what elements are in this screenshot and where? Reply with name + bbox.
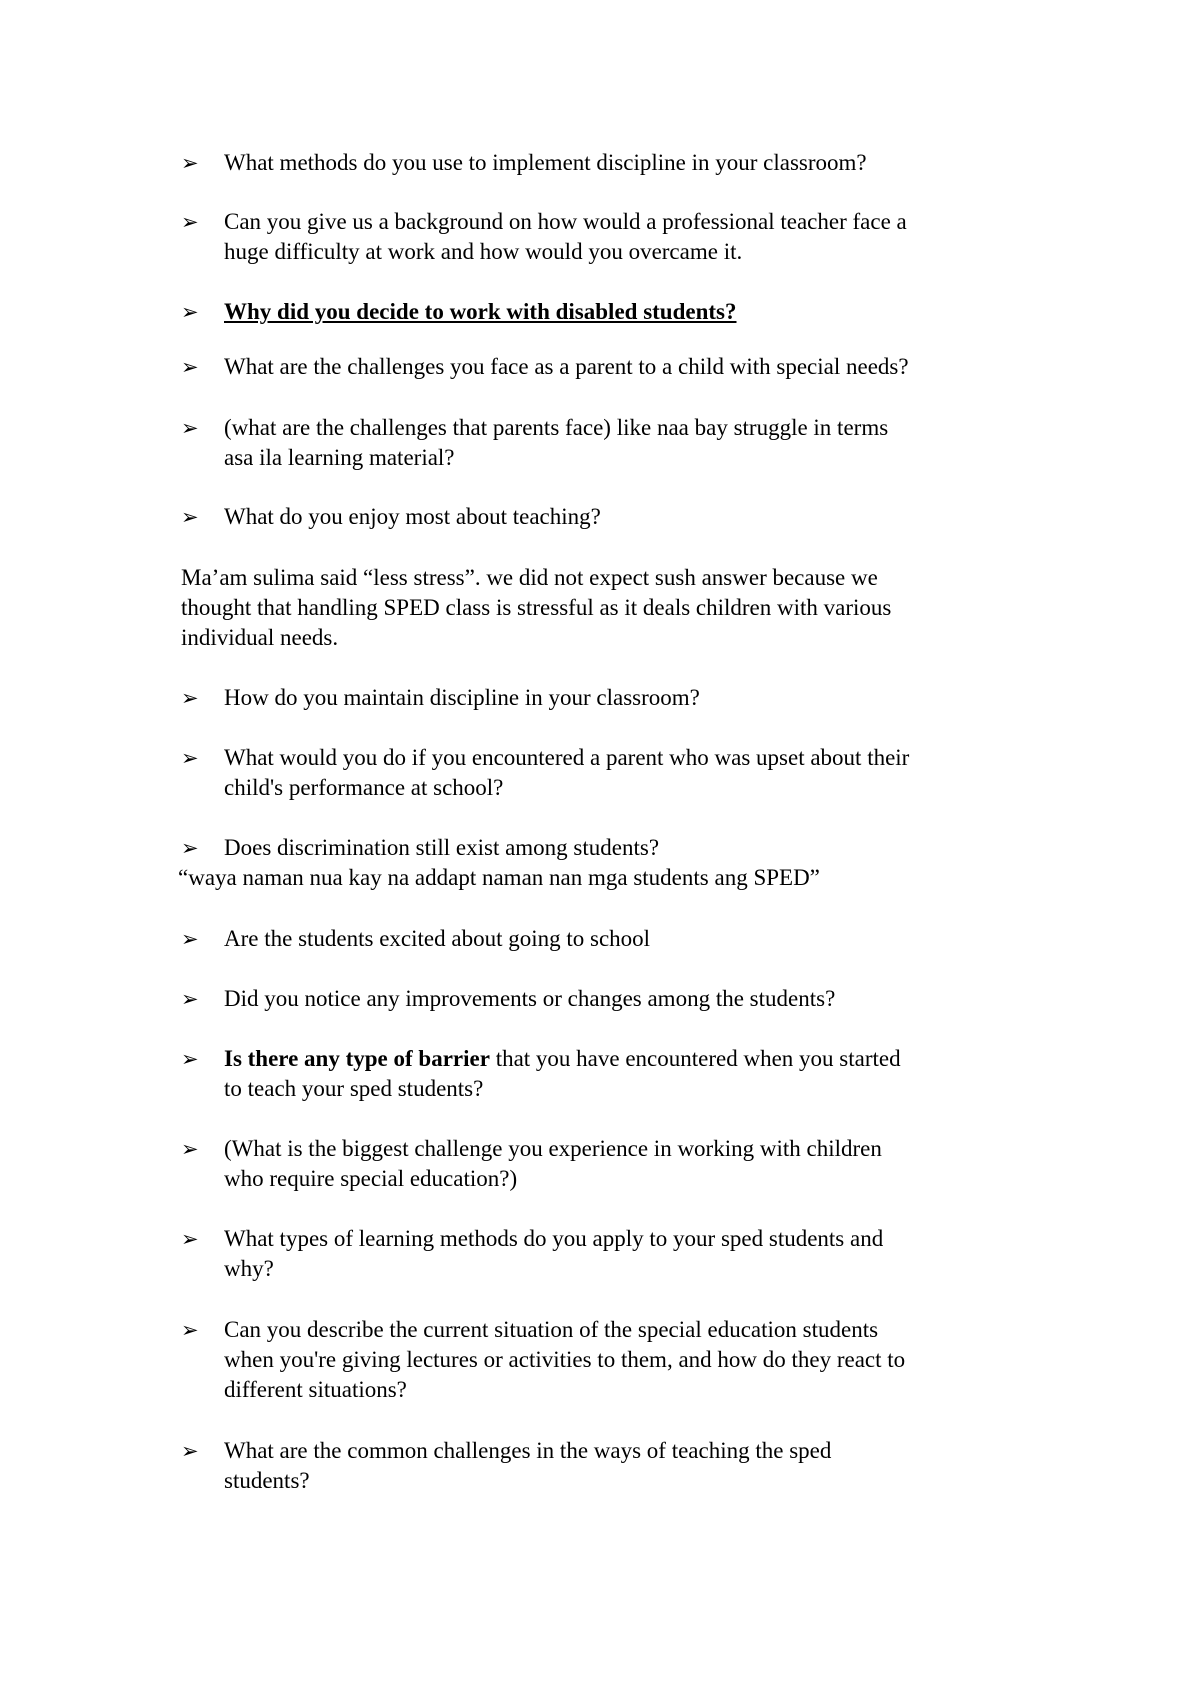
list-item-text: What would you do if you encountered a parent who was upset about their child's performance at school? — [224, 745, 910, 800]
list-item-text: What types of learning methods do you apply to your sped students and why? — [224, 1226, 884, 1281]
arrow-bullet-icon: ➢ — [181, 1439, 199, 1463]
list-item-text: Can you describe the current situation of the special education students when you're giving lectures or activities to them, and how do they react to different situations? — [224, 1317, 906, 1402]
arrow-bullet-icon: ➢ — [181, 505, 199, 529]
list-item-text: What methods do you use to implement discipline in your classroom? — [224, 150, 867, 175]
list-item-text: Are the students excited about going to school — [224, 926, 651, 951]
rest-phrase: that you have encountered when you started to teach your sped students? — [224, 1046, 901, 1101]
answer-paragraph: Ma’am sulima said “less stress”. we did not expect sush answer because we thought that handling SPED class is stressful as it deals children with various individual needs. — [181, 565, 892, 650]
list-item-text-emphasized: Why did you decide to work with disabled students? — [224, 299, 737, 324]
arrow-bullet-icon: ➢ — [181, 151, 199, 175]
arrow-bullet-icon: ➢ — [181, 1227, 199, 1251]
list-item-text: (What is the biggest challenge you experience in working with children who require special education?) — [224, 1136, 882, 1191]
arrow-bullet-icon: ➢ — [181, 746, 199, 770]
list-item-text: Can you give us a background on how would a professional teacher face a huge difficulty at work and how would you overcame it. — [224, 209, 907, 264]
arrow-bullet-icon: ➢ — [181, 987, 199, 1011]
bold-phrase: Is there any type of barrier — [224, 1046, 490, 1071]
arrow-bullet-icon: ➢ — [181, 210, 199, 234]
arrow-bullet-icon: ➢ — [181, 355, 199, 379]
arrow-bullet-icon: ➢ — [181, 686, 199, 710]
arrow-bullet-icon: ➢ — [181, 1047, 199, 1071]
list-item-text — [224, 1044, 1024, 1104]
quote-answer: “waya naman nua kay na addapt naman nan mga students ang SPED” — [178, 865, 820, 890]
arrow-bullet-icon: ➢ — [181, 300, 199, 324]
arrow-bullet-icon: ➢ — [181, 416, 199, 440]
list-item-text: How do you maintain discipline in your classroom? — [224, 685, 700, 710]
arrow-bullet-icon: ➢ — [181, 1318, 199, 1342]
list-item-text: (what are the challenges that parents face) like naa bay struggle in terms asa ila learning material? — [224, 415, 889, 470]
arrow-bullet-icon: ➢ — [181, 927, 199, 951]
list-item-text: What do you enjoy most about teaching? — [224, 504, 601, 529]
arrow-bullet-icon: ➢ — [181, 836, 199, 860]
list-item-text: What are the common challenges in the ways of teaching the sped students? — [224, 1438, 832, 1493]
arrow-bullet-icon: ➢ — [181, 1137, 199, 1161]
list-item-text: Does discrimination still exist among students? — [224, 835, 660, 860]
list-item-text: Did you notice any improvements or changes among the students? — [224, 986, 836, 1011]
list-item-text: What are the challenges you face as a parent to a child with special needs? — [224, 354, 909, 379]
